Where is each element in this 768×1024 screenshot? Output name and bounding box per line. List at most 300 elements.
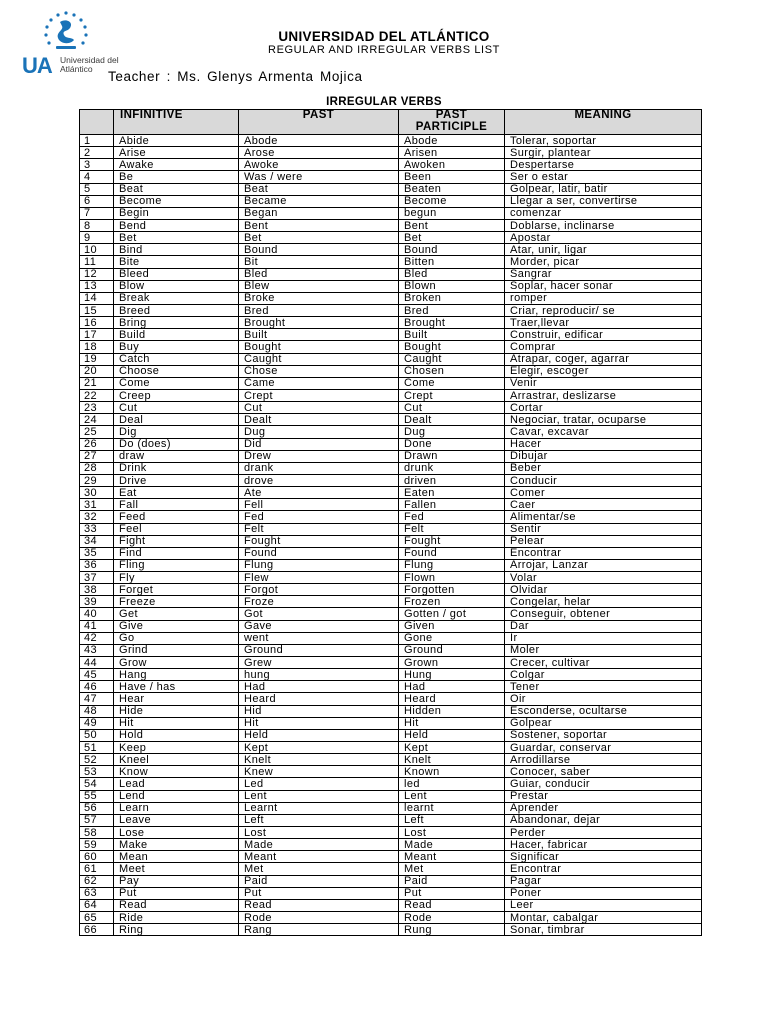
meaning-cell: Volar [505,572,702,584]
past-participle-cell: Meant [399,851,505,863]
meaning-cell: Construir, edificar [505,329,702,341]
meaning-cell: Guardar, conservar [505,742,702,754]
past-cell: Hid [239,705,399,717]
row-number: 63 [80,887,114,899]
past-cell: Built [239,329,399,341]
meaning-cell: Pelear [505,535,702,547]
row-number: 53 [80,766,114,778]
row-number: 66 [80,924,114,936]
past-participle-cell: Made [399,839,505,851]
past-participle-cell: Been [399,171,505,183]
meaning-cell: Sangrar [505,268,702,280]
past-participle-cell: Flung [399,559,505,571]
past-participle-cell: driven [399,474,505,486]
row-number: 34 [80,535,114,547]
row-number: 44 [80,657,114,669]
infinitive-cell: Kneel [114,754,239,766]
row-number: 8 [80,219,114,231]
row-number: 51 [80,742,114,754]
infinitive-cell: draw [114,450,239,462]
past-participle-cell: Bought [399,341,505,353]
column-header-infinitive: INFINITIVE [114,110,239,135]
infinitive-cell: Beat [114,183,239,195]
infinitive-cell: Arise [114,147,239,159]
infinitive-cell: Drive [114,474,239,486]
row-number: 30 [80,487,114,499]
table-row [80,487,702,499]
row-number: 24 [80,414,114,426]
past-cell: Drew [239,450,399,462]
meaning-cell: Encontrar [505,547,702,559]
meaning-cell: Arrodillarse [505,754,702,766]
table-row [80,183,702,195]
row-number: 56 [80,802,114,814]
past-cell: Came [239,377,399,389]
past-participle-cell: Lent [399,790,505,802]
table-title: IRREGULAR VERBS [326,96,442,108]
past-cell: Bit [239,256,399,268]
table-row [80,207,702,219]
table-row [80,462,702,474]
infinitive-cell: Ride [114,912,239,924]
table-row [80,657,702,669]
row-number: 21 [80,377,114,389]
meaning-cell: Caer [505,499,702,511]
infinitive-cell: Fling [114,559,239,571]
past-participle-cell: Hidden [399,705,505,717]
table-row [80,365,702,377]
past-participle-cell: Heard [399,693,505,705]
infinitive-cell: Keep [114,742,239,754]
past-participle-cell: Bound [399,244,505,256]
table-row [80,341,702,353]
infinitive-cell: Lend [114,790,239,802]
past-participle-cell: Crept [399,389,505,401]
infinitive-cell: Eat [114,487,239,499]
row-number: 15 [80,304,114,316]
table-row [80,244,702,256]
past-participle-cell: Lost [399,827,505,839]
meaning-cell: Guiar, conducir [505,778,702,790]
infinitive-cell: Fall [114,499,239,511]
infinitive-cell: Forget [114,584,239,596]
past-cell: Knelt [239,754,399,766]
meaning-cell: Cavar, excavar [505,426,702,438]
past-cell: Brought [239,317,399,329]
past-participle-cell: Grown [399,657,505,669]
infinitive-cell: Give [114,620,239,632]
past-participle-cell: Built [399,329,505,341]
meaning-cell: Encontrar [505,863,702,875]
meaning-cell: Perder [505,827,702,839]
past-participle-cell: Known [399,766,505,778]
table-row [80,511,702,523]
past-cell: Lent [239,790,399,802]
meaning-cell: Colgar [505,669,702,681]
table-row [80,499,702,511]
past-cell: Lost [239,827,399,839]
meaning-cell: Leer [505,899,702,911]
infinitive-cell: Get [114,608,239,620]
infinitive-cell: Do (does) [114,438,239,450]
past-cell: Learnt [239,802,399,814]
past-cell: Fought [239,535,399,547]
table-row [80,280,702,292]
meaning-cell: Elegir, escoger [505,365,702,377]
meaning-cell: Morder, picar [505,256,702,268]
meaning-cell: Oir [505,693,702,705]
meaning-cell: Arrastrar, deslizarse [505,389,702,401]
meaning-cell: Llegar a ser, convertirse [505,195,702,207]
infinitive-cell: Bend [114,219,239,231]
meaning-cell: Surgir, plantear [505,147,702,159]
past-cell: Found [239,547,399,559]
row-number: 52 [80,754,114,766]
table-row [80,547,702,559]
row-number: 22 [80,389,114,401]
past-participle-cell: Dug [399,426,505,438]
past-participle-cell: Held [399,729,505,741]
infinitive-cell: Abide [114,135,239,147]
row-number: 28 [80,462,114,474]
past-participle-cell: drunk [399,462,505,474]
past-cell: drove [239,474,399,486]
meaning-cell: Conseguir, obtener [505,608,702,620]
table-row [80,790,702,802]
table-row [80,814,702,826]
table-row [80,377,702,389]
table-row [80,402,702,414]
table-row [80,147,702,159]
meaning-cell: romper [505,292,702,304]
infinitive-cell: Come [114,377,239,389]
row-number: 14 [80,292,114,304]
table-row [80,863,702,875]
past-participle-cell: Blown [399,280,505,292]
past-participle-cell: Fed [399,511,505,523]
past-participle-cell: Frozen [399,596,505,608]
row-number: 59 [80,839,114,851]
table-row [80,608,702,620]
row-number: 10 [80,244,114,256]
table-row [80,426,702,438]
infinitive-cell: Catch [114,353,239,365]
meaning-cell: Abandonar, dejar [505,814,702,826]
infinitive-cell: Bet [114,232,239,244]
table-row [80,669,702,681]
past-cell: Hit [239,717,399,729]
past-participle-cell: Flown [399,572,505,584]
past-participle-cell: Bitten [399,256,505,268]
past-cell: Blew [239,280,399,292]
meaning-cell: Comer [505,487,702,499]
row-number: 61 [80,863,114,875]
meaning-cell: Alimentar/se [505,511,702,523]
infinitive-cell: Creep [114,389,239,401]
infinitive-cell: Build [114,329,239,341]
meaning-cell: Sentir [505,523,702,535]
table-row [80,329,702,341]
infinitive-cell: Fly [114,572,239,584]
row-number: 19 [80,353,114,365]
row-number: 9 [80,232,114,244]
past-cell: Froze [239,596,399,608]
past-cell: Meant [239,851,399,863]
table-row [80,717,702,729]
row-number: 46 [80,681,114,693]
row-number: 20 [80,365,114,377]
table-row [80,292,702,304]
past-cell: Arose [239,147,399,159]
meaning-cell: Hacer [505,438,702,450]
row-number: 45 [80,669,114,681]
past-cell: Bred [239,304,399,316]
table-row [80,304,702,316]
past-cell: Bet [239,232,399,244]
past-participle-cell: Hung [399,669,505,681]
meaning-cell: Arrojar, Lanzar [505,559,702,571]
past-participle-cell: Fallen [399,499,505,511]
infinitive-cell: Feed [114,511,239,523]
past-participle-cell: Forgotten [399,584,505,596]
row-number: 12 [80,268,114,280]
table-row [80,632,702,644]
row-number: 40 [80,608,114,620]
table-row [80,256,702,268]
meaning-cell: Dar [505,620,702,632]
infinitive-cell: Cut [114,402,239,414]
past-participle-cell: Awoken [399,159,505,171]
past-participle-cell: Kept [399,742,505,754]
infinitive-cell: Buy [114,341,239,353]
past-cell: Led [239,778,399,790]
column-header-past: PAST [239,110,399,135]
past-cell: Read [239,899,399,911]
meaning-cell: Traer,llevar [505,317,702,329]
past-participle-cell: Become [399,195,505,207]
infinitive-cell: Awake [114,159,239,171]
table-row [80,924,702,936]
row-number: 29 [80,474,114,486]
past-cell: Dealt [239,414,399,426]
table-row [80,535,702,547]
past-cell: Broke [239,292,399,304]
row-number: 11 [80,256,114,268]
row-number: 48 [80,705,114,717]
past-participle-cell: Fought [399,535,505,547]
past-cell: Cut [239,402,399,414]
past-participle-cell: led [399,778,505,790]
row-number: 50 [80,729,114,741]
table-row [80,268,702,280]
infinitive-cell: Read [114,899,239,911]
meaning-cell: comenzar [505,207,702,219]
meaning-cell: Conocer, saber [505,766,702,778]
table-row [80,827,702,839]
row-number: 7 [80,207,114,219]
row-number: 3 [80,159,114,171]
past-cell: Had [239,681,399,693]
meaning-cell: Comprar [505,341,702,353]
meaning-cell: Doblarse, inclinarse [505,219,702,231]
past-cell: Flung [239,559,399,571]
past-participle-cell: Had [399,681,505,693]
table-row [80,219,702,231]
past-participle-cell: Cut [399,402,505,414]
table-row [80,887,702,899]
past-cell: drank [239,462,399,474]
table-row [80,620,702,632]
past-participle-cell: Brought [399,317,505,329]
past-cell: Bled [239,268,399,280]
past-cell: Awoke [239,159,399,171]
row-number: 23 [80,402,114,414]
past-participle-cell: Arisen [399,147,505,159]
past-participle-cell: Rode [399,912,505,924]
past-participle-cell: Abode [399,135,505,147]
irregular-verbs-table [79,109,702,936]
table-row [80,693,702,705]
past-participle-cell: Ground [399,644,505,656]
document-subtitle: REGULAR AND IRREGULAR VERBS LIST [268,44,500,56]
row-number: 36 [80,559,114,571]
infinitive-cell: Fight [114,535,239,547]
past-cell: Did [239,438,399,450]
past-cell: Bought [239,341,399,353]
meaning-cell: Negociar, tratar, ocuparse [505,414,702,426]
past-participle-cell: Given [399,620,505,632]
row-number: 39 [80,596,114,608]
meaning-cell: Apostar [505,232,702,244]
meaning-cell: Esconderse, ocultarse [505,705,702,717]
row-number: 62 [80,875,114,887]
past-cell: hung [239,669,399,681]
meaning-cell: Poner [505,887,702,899]
table-row [80,644,702,656]
row-number: 31 [80,499,114,511]
row-number: 26 [80,438,114,450]
row-number: 47 [80,693,114,705]
past-cell: Rang [239,924,399,936]
past-participle-cell: Bet [399,232,505,244]
past-participle-cell: Rung [399,924,505,936]
row-number: 64 [80,899,114,911]
table-row [80,195,702,207]
infinitive-cell: Hit [114,717,239,729]
past-participle-cell: Bent [399,219,505,231]
table-row [80,232,702,244]
past-participle-cell: Beaten [399,183,505,195]
past-participle-cell: Read [399,899,505,911]
table-row [80,523,702,535]
row-number: 1 [80,135,114,147]
past-participle-cell: Put [399,887,505,899]
past-cell: Dug [239,426,399,438]
past-participle-cell: Bred [399,304,505,316]
table-row [80,681,702,693]
university-title: UNIVERSIDAD DEL ATLÁNTICO [278,29,490,44]
meaning-cell: Venir [505,377,702,389]
infinitive-cell: Hear [114,693,239,705]
meaning-cell: Beber [505,462,702,474]
past-participle-cell: Gotten / got [399,608,505,620]
meaning-cell: Conducir [505,474,702,486]
table-row [80,559,702,571]
row-number: 57 [80,814,114,826]
row-number: 6 [80,195,114,207]
infinitive-cell: Lead [114,778,239,790]
logo-university-name: Universidad del Atlántico [60,55,119,74]
row-number: 33 [80,523,114,535]
infinitive-cell: Have / has [114,681,239,693]
table-row [80,851,702,863]
past-participle-cell: Knelt [399,754,505,766]
table-row [80,766,702,778]
row-number: 35 [80,547,114,559]
meaning-cell: Olvidar [505,584,702,596]
meaning-cell: Tener [505,681,702,693]
row-number: 43 [80,644,114,656]
row-number: 37 [80,572,114,584]
row-number: 41 [80,620,114,632]
row-number: 27 [80,450,114,462]
table-row [80,159,702,171]
meaning-cell: Congelar, helar [505,596,702,608]
past-participle-cell: Found [399,547,505,559]
past-cell: Fed [239,511,399,523]
past-participle-cell: Done [399,438,505,450]
past-participle-cell: Paid [399,875,505,887]
past-cell: Caught [239,353,399,365]
table-row [80,584,702,596]
past-cell: Flew [239,572,399,584]
infinitive-cell: Dig [114,426,239,438]
past-cell: Gave [239,620,399,632]
table-row [80,474,702,486]
infinitive-cell: Break [114,292,239,304]
past-cell: went [239,632,399,644]
infinitive-cell: Put [114,887,239,899]
infinitive-cell: Grow [114,657,239,669]
row-number: 58 [80,827,114,839]
table-row [80,596,702,608]
table-row [80,912,702,924]
teacher-line: Teacher : Ms. Glenys Armenta Mojica [108,69,363,84]
meaning-cell: Golpear, latir, batir [505,183,702,195]
table-row [80,742,702,754]
logo-monogram: UA [22,53,52,78]
row-number: 65 [80,912,114,924]
past-participle-cell: Bled [399,268,505,280]
past-cell: Bound [239,244,399,256]
past-cell: Chose [239,365,399,377]
infinitive-cell: Ring [114,924,239,936]
infinitive-cell: Deal [114,414,239,426]
past-cell: Knew [239,766,399,778]
meaning-cell: Montar, cabalgar [505,912,702,924]
meaning-cell: Aprender [505,802,702,814]
table-row [80,135,702,147]
table-row [80,450,702,462]
past-participle-cell: Eaten [399,487,505,499]
past-participle-cell: Broken [399,292,505,304]
infinitive-cell: Meet [114,863,239,875]
table-row [80,778,702,790]
infinitive-cell: Know [114,766,239,778]
table-row [80,389,702,401]
infinitive-cell: Leave [114,814,239,826]
infinitive-cell: Hang [114,669,239,681]
